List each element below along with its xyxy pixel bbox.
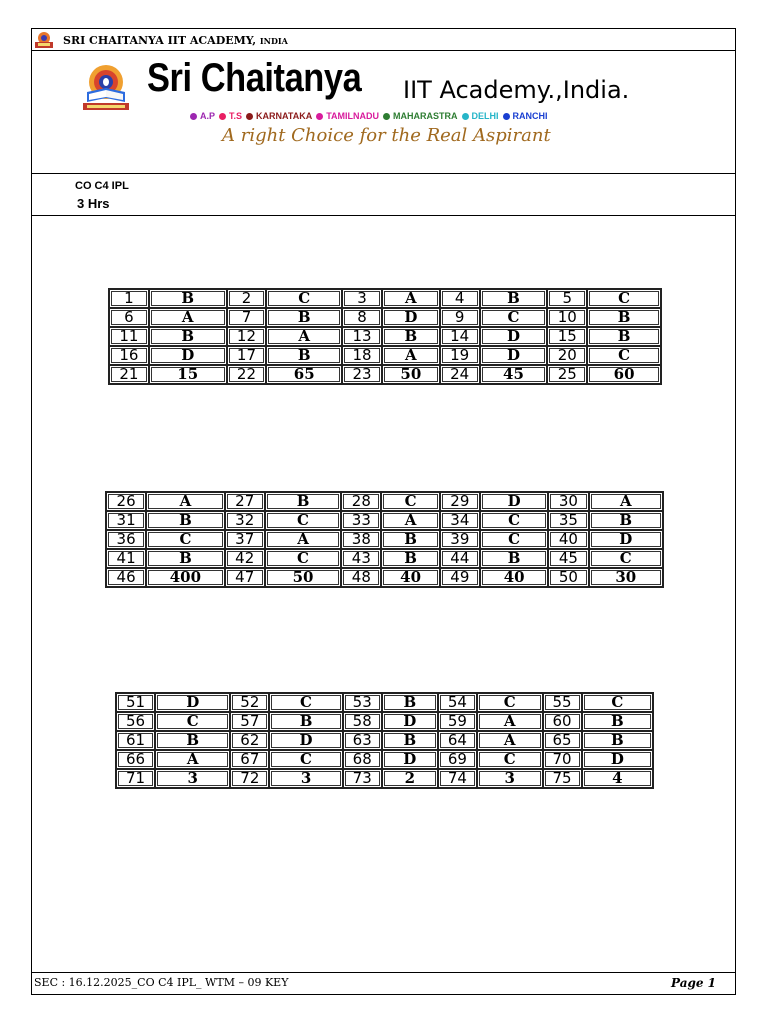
question-number: 52 bbox=[230, 693, 269, 712]
answer-cell: C bbox=[582, 693, 653, 712]
page-number: Page 1 bbox=[671, 976, 717, 990]
table-row bbox=[106, 549, 663, 568]
question-number: 1 bbox=[109, 289, 149, 308]
answer-cell: A bbox=[382, 289, 440, 308]
question-number: 9 bbox=[440, 308, 480, 327]
center-item bbox=[246, 111, 312, 121]
question-number: 65 bbox=[543, 731, 582, 750]
answer-cell: C bbox=[269, 750, 342, 769]
table-row bbox=[116, 712, 653, 731]
question-number: 23 bbox=[342, 365, 382, 384]
divider bbox=[31, 972, 736, 973]
answer-cell: C bbox=[480, 308, 548, 327]
answer-cell: A bbox=[477, 731, 543, 750]
table-row bbox=[109, 346, 661, 365]
answer-cell: D bbox=[480, 327, 548, 346]
center-item bbox=[462, 111, 499, 121]
brand-title: Sri Chaitanya bbox=[147, 56, 362, 100]
answer-cell: B bbox=[589, 511, 663, 530]
academy-mini-logo-icon bbox=[33, 30, 55, 50]
question-number: 29 bbox=[440, 492, 480, 511]
question-number: 75 bbox=[543, 769, 582, 788]
answer-cell: A bbox=[265, 530, 341, 549]
question-number: 70 bbox=[543, 750, 582, 769]
answer-cell: B bbox=[382, 693, 438, 712]
answer-cell: B bbox=[266, 308, 342, 327]
answer-cell: B bbox=[146, 511, 224, 530]
question-number: 38 bbox=[341, 530, 381, 549]
question-number: 67 bbox=[230, 750, 269, 769]
answer-cell: C bbox=[587, 346, 661, 365]
question-number: 22 bbox=[227, 365, 267, 384]
answer-cell: 40 bbox=[381, 568, 439, 587]
tagline: A right Choice for the Real Aspirant bbox=[222, 125, 551, 146]
table-row bbox=[116, 731, 653, 750]
question-number: 18 bbox=[342, 346, 382, 365]
answer-cell: 2 bbox=[382, 769, 438, 788]
question-number: 11 bbox=[109, 327, 149, 346]
answer-cell: A bbox=[381, 511, 439, 530]
center-label: T.S bbox=[229, 111, 243, 121]
table-row bbox=[116, 769, 653, 788]
flower-bullet-icon bbox=[503, 113, 510, 120]
question-number: 26 bbox=[106, 492, 146, 511]
table-row bbox=[109, 308, 661, 327]
answer-cell: C bbox=[146, 530, 224, 549]
center-label: MAHARASTRA bbox=[393, 111, 458, 121]
answer-cell: B bbox=[149, 327, 227, 346]
flower-bullet-icon bbox=[190, 113, 197, 120]
answer-cell: A bbox=[382, 346, 440, 365]
answer-cell: A bbox=[477, 712, 543, 731]
brand-subtitle: IIT Academy.,India. bbox=[403, 76, 630, 104]
question-number: 5 bbox=[547, 289, 587, 308]
table-row bbox=[109, 327, 661, 346]
answer-key-table bbox=[108, 288, 662, 385]
answer-cell: C bbox=[381, 492, 439, 511]
center-label: A.P bbox=[200, 111, 216, 121]
divider bbox=[31, 50, 736, 51]
question-number: 57 bbox=[230, 712, 269, 731]
answer-cell: D bbox=[589, 530, 663, 549]
center-label: RANCHI bbox=[512, 111, 548, 121]
duration: 3 Hrs bbox=[77, 196, 110, 211]
answer-key-table bbox=[105, 491, 664, 588]
answer-cell: B bbox=[480, 289, 548, 308]
answer-cell: A bbox=[155, 750, 230, 769]
answer-cell: B bbox=[382, 327, 440, 346]
question-number: 21 bbox=[109, 365, 149, 384]
question-number: 19 bbox=[440, 346, 480, 365]
answer-cell: B bbox=[480, 549, 548, 568]
question-number: 47 bbox=[225, 568, 265, 587]
question-number: 43 bbox=[341, 549, 381, 568]
divider bbox=[31, 173, 736, 174]
answer-cell: A bbox=[589, 492, 663, 511]
question-number: 73 bbox=[343, 769, 382, 788]
flower-bullet-icon bbox=[316, 113, 323, 120]
question-number: 4 bbox=[440, 289, 480, 308]
table-row bbox=[106, 492, 663, 511]
question-number: 53 bbox=[343, 693, 382, 712]
question-number: 6 bbox=[109, 308, 149, 327]
table-row bbox=[106, 568, 663, 587]
question-number: 69 bbox=[438, 750, 477, 769]
question-number: 39 bbox=[440, 530, 480, 549]
question-number: 37 bbox=[225, 530, 265, 549]
table-row bbox=[109, 365, 661, 384]
answer-cell: 3 bbox=[269, 769, 342, 788]
question-number: 72 bbox=[230, 769, 269, 788]
top-strip bbox=[33, 30, 288, 50]
answer-cell: D bbox=[155, 693, 230, 712]
center-label: TAMILNADU bbox=[326, 111, 380, 121]
answer-cell: B bbox=[382, 731, 438, 750]
question-number: 27 bbox=[225, 492, 265, 511]
footer-section-code: SEC : 16.12.2025_CO C4 IPL_ WTM – 09 KEY bbox=[34, 976, 289, 989]
question-number: 32 bbox=[225, 511, 265, 530]
answer-cell: C bbox=[477, 750, 543, 769]
answer-cell: D bbox=[480, 492, 548, 511]
question-number: 7 bbox=[227, 308, 267, 327]
question-number: 31 bbox=[106, 511, 146, 530]
answer-cell: B bbox=[582, 731, 653, 750]
answer-cell: C bbox=[265, 549, 341, 568]
table-row bbox=[106, 530, 663, 549]
answer-cell: 45 bbox=[480, 365, 548, 384]
course-code: CO C4 IPL bbox=[75, 180, 129, 192]
question-number: 3 bbox=[342, 289, 382, 308]
divider bbox=[31, 215, 736, 216]
answer-cell: B bbox=[381, 530, 439, 549]
question-number: 66 bbox=[116, 750, 155, 769]
answer-cell: 15 bbox=[149, 365, 227, 384]
question-number: 2 bbox=[227, 289, 267, 308]
table-row bbox=[109, 289, 661, 308]
center-label: KARNATAKA bbox=[256, 111, 313, 121]
question-number: 68 bbox=[343, 750, 382, 769]
answer-cell: 3 bbox=[155, 769, 230, 788]
question-number: 14 bbox=[440, 327, 480, 346]
question-number: 61 bbox=[116, 731, 155, 750]
answer-cell: 30 bbox=[589, 568, 663, 587]
answer-cell: 50 bbox=[265, 568, 341, 587]
question-number: 28 bbox=[341, 492, 381, 511]
answer-cell: 400 bbox=[146, 568, 224, 587]
question-number: 25 bbox=[547, 365, 587, 384]
question-number: 45 bbox=[548, 549, 588, 568]
question-number: 34 bbox=[440, 511, 480, 530]
question-number: 10 bbox=[547, 308, 587, 327]
center-item bbox=[219, 111, 242, 121]
answer-cell: 50 bbox=[382, 365, 440, 384]
answer-cell: C bbox=[155, 712, 230, 731]
answer-cell: 3 bbox=[477, 769, 543, 788]
question-number: 46 bbox=[106, 568, 146, 587]
answer-cell: B bbox=[146, 549, 224, 568]
question-number: 58 bbox=[343, 712, 382, 731]
answer-cell: 40 bbox=[480, 568, 548, 587]
answer-cell: 65 bbox=[266, 365, 342, 384]
answer-cell: A bbox=[146, 492, 224, 511]
flower-bullet-icon bbox=[219, 113, 226, 120]
top-strip-title: SRI CHAITANYA IIT ACADEMY, INDIA bbox=[63, 33, 288, 47]
center-item bbox=[503, 111, 548, 121]
question-number: 64 bbox=[438, 731, 477, 750]
question-number: 42 bbox=[225, 549, 265, 568]
flower-bullet-icon bbox=[462, 113, 469, 120]
question-number: 56 bbox=[116, 712, 155, 731]
question-number: 20 bbox=[547, 346, 587, 365]
answer-cell: D bbox=[269, 731, 342, 750]
answer-cell: B bbox=[155, 731, 230, 750]
table-row bbox=[116, 750, 653, 769]
center-label: DELHI bbox=[471, 111, 499, 121]
question-number: 54 bbox=[438, 693, 477, 712]
answer-cell: D bbox=[149, 346, 227, 365]
question-number: 59 bbox=[438, 712, 477, 731]
question-number: 12 bbox=[227, 327, 267, 346]
question-number: 48 bbox=[341, 568, 381, 587]
answer-cell: C bbox=[587, 289, 661, 308]
answer-cell: C bbox=[480, 511, 548, 530]
answer-cell: 4 bbox=[582, 769, 653, 788]
question-number: 62 bbox=[230, 731, 269, 750]
question-number: 63 bbox=[343, 731, 382, 750]
answer-cell: B bbox=[265, 492, 341, 511]
question-number: 60 bbox=[543, 712, 582, 731]
answer-cell: C bbox=[266, 289, 342, 308]
question-number: 24 bbox=[440, 365, 480, 384]
question-number: 33 bbox=[341, 511, 381, 530]
question-number: 51 bbox=[116, 693, 155, 712]
answer-cell: B bbox=[582, 712, 653, 731]
table-row bbox=[116, 693, 653, 712]
question-number: 15 bbox=[547, 327, 587, 346]
answer-cell: A bbox=[266, 327, 342, 346]
question-number: 55 bbox=[543, 693, 582, 712]
centers-list bbox=[190, 111, 548, 121]
answer-cell: B bbox=[587, 308, 661, 327]
question-number: 30 bbox=[548, 492, 588, 511]
answer-cell: C bbox=[480, 530, 548, 549]
center-item bbox=[383, 111, 458, 121]
answer-cell: A bbox=[149, 308, 227, 327]
academy-logo-icon bbox=[79, 62, 133, 112]
question-number: 50 bbox=[548, 568, 588, 587]
answer-cell: C bbox=[265, 511, 341, 530]
question-number: 16 bbox=[109, 346, 149, 365]
question-number: 71 bbox=[116, 769, 155, 788]
answer-cell: D bbox=[582, 750, 653, 769]
center-item bbox=[190, 111, 215, 121]
question-number: 8 bbox=[342, 308, 382, 327]
question-number: 74 bbox=[438, 769, 477, 788]
answer-cell: B bbox=[149, 289, 227, 308]
table-row bbox=[106, 511, 663, 530]
answer-cell: D bbox=[480, 346, 548, 365]
flower-bullet-icon bbox=[383, 113, 390, 120]
question-number: 35 bbox=[548, 511, 588, 530]
question-number: 36 bbox=[106, 530, 146, 549]
answer-cell: B bbox=[381, 549, 439, 568]
question-number: 17 bbox=[227, 346, 267, 365]
answer-cell: B bbox=[269, 712, 342, 731]
question-number: 41 bbox=[106, 549, 146, 568]
question-number: 44 bbox=[440, 549, 480, 568]
answer-cell: D bbox=[382, 750, 438, 769]
question-number: 49 bbox=[440, 568, 480, 587]
flower-bullet-icon bbox=[246, 113, 253, 120]
answer-cell: B bbox=[266, 346, 342, 365]
answer-cell: B bbox=[587, 327, 661, 346]
question-number: 13 bbox=[342, 327, 382, 346]
question-number: 40 bbox=[548, 530, 588, 549]
center-item bbox=[316, 111, 379, 121]
answer-cell: C bbox=[269, 693, 342, 712]
answer-cell: D bbox=[382, 308, 440, 327]
answer-cell: D bbox=[382, 712, 438, 731]
answer-key-table bbox=[115, 692, 654, 789]
answer-cell: 60 bbox=[587, 365, 661, 384]
answer-cell: C bbox=[477, 693, 543, 712]
answer-cell: C bbox=[589, 549, 663, 568]
